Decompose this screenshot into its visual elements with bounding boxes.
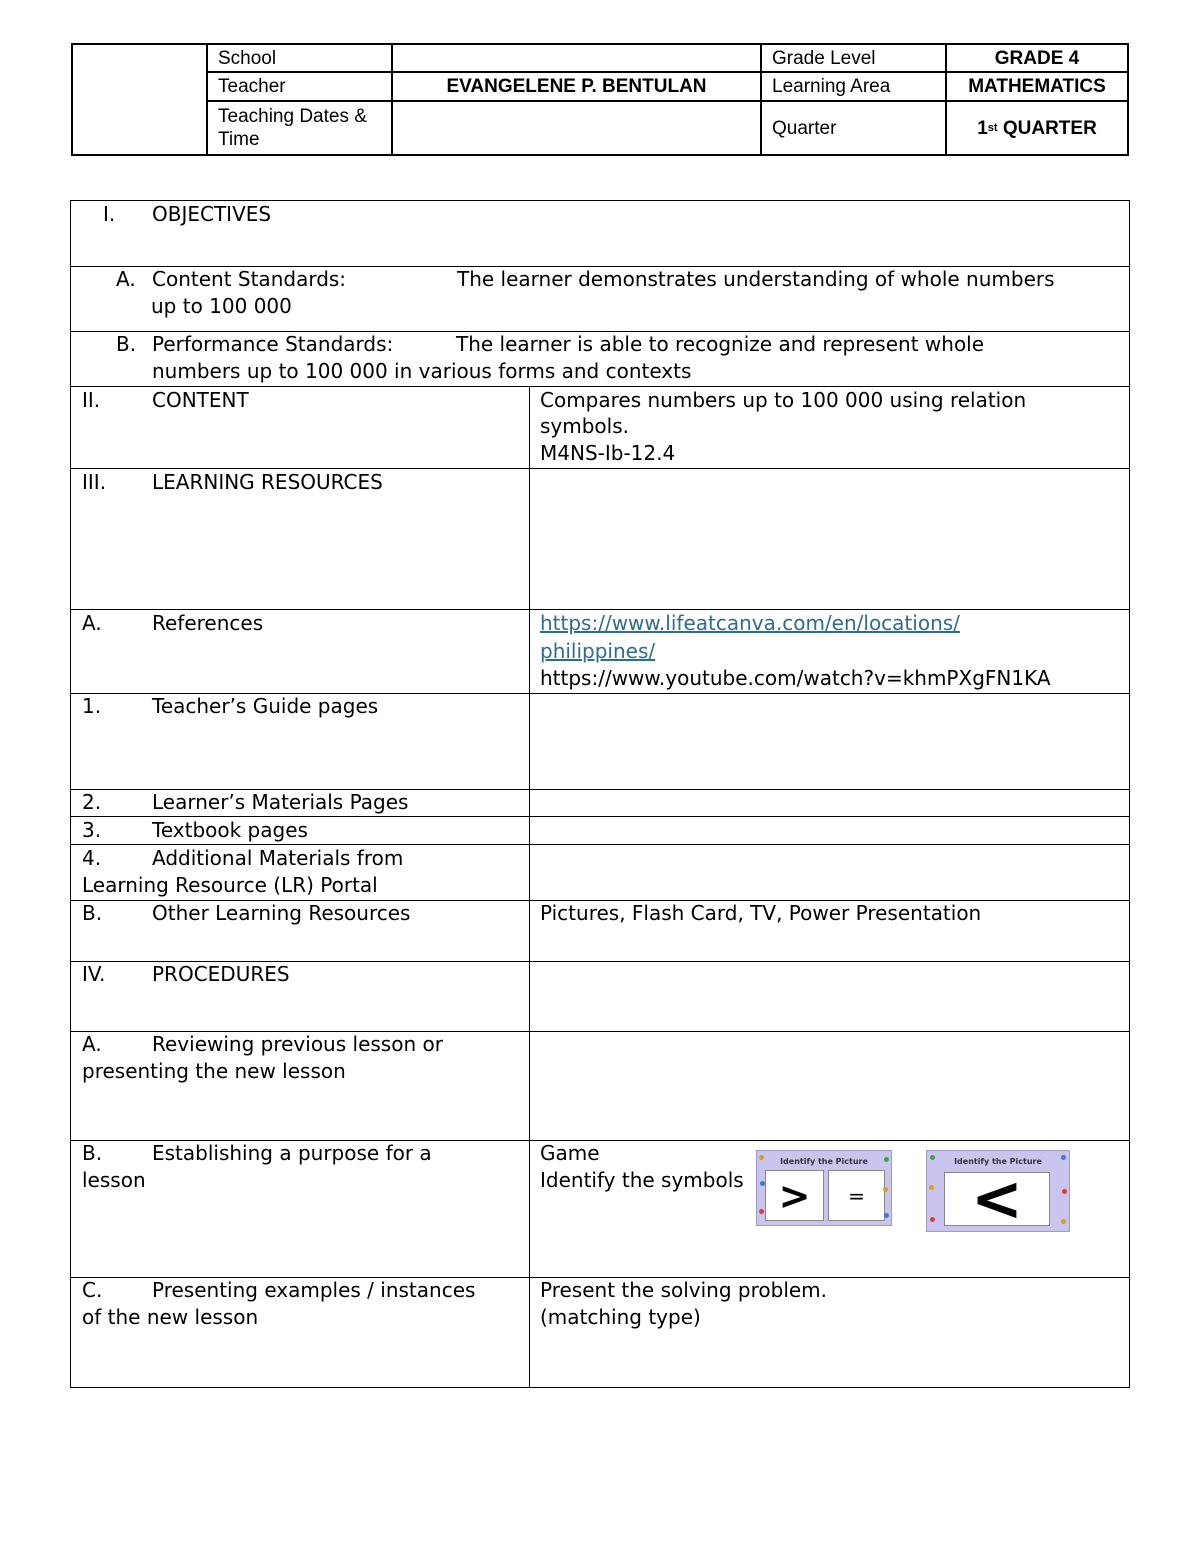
other-resources-number: B. [82,901,103,925]
quarter-text: QUARTER [1002,117,1097,139]
confetti-icon [930,1155,935,1160]
grade-level-value: GRADE 4 [994,48,1080,69]
teaching-dates-value [393,102,760,154]
reference-url-text: https://www.youtube.com/watch?v=khmPXgFN1KA [540,666,1051,690]
performance-standards-text: numbers up to 100 000 in various forms and contexts [152,359,692,383]
game-slide-thumbnail [926,1150,1070,1235]
additional-materials-label: Additional Materials from [152,846,404,870]
procedure-a-label: presenting the new lesson [82,1059,346,1083]
procedure-b-number: B. [82,1141,103,1165]
textbook-label: Textbook pages [152,818,308,842]
quarter-label: Quarter [772,117,837,139]
procedure-c-value: (matching type) [540,1305,701,1329]
performance-standards-label: Performance Standards: [152,332,394,356]
references-label: References [152,611,264,635]
content-standards-text: up to 100 000 [151,294,292,318]
confetti-icon [883,1187,888,1192]
learners-materials-number: 2. [82,790,102,814]
confetti-icon [760,1181,765,1186]
reference-link[interactable]: philippines/ [540,639,656,663]
content-heading: CONTENT [152,388,249,412]
quarter-value: 1 st QUARTER [977,117,1097,139]
confetti-icon [759,1209,764,1214]
school-label: School [218,48,277,69]
textbook-number: 3. [82,818,102,842]
divider [529,386,530,1387]
objectives-heading: OBJECTIVES [152,202,272,226]
confetti-icon [1061,1219,1066,1224]
performance-standards-number: B. [116,332,137,356]
objectives-number: I. [103,202,116,226]
teacher-value: EVANGELENE P. BENTULAN [446,76,707,97]
procedure-c-label: of the new lesson [82,1305,259,1329]
references-number: A. [82,611,102,635]
procedure-c-label: Presenting examples / instances [152,1278,476,1302]
header-table [71,43,1129,156]
content-value: symbols. [540,414,630,438]
content-value: Compares numbers up to 100 000 using relation [540,388,1027,412]
learning-area-label: Learning Area [772,76,891,97]
procedure-b-value: Game [540,1141,600,1165]
learning-area-value: MATHEMATICS [968,76,1106,97]
confetti-icon [884,1213,889,1218]
confetti-icon [884,1157,889,1162]
reference-link[interactable]: https://www.lifeatcanva.com/en/locations/ [540,611,960,635]
procedure-c-number: C. [82,1278,103,1302]
less-than-symbol: < [944,1172,1050,1226]
confetti-icon [1062,1189,1067,1194]
slide-title: Identify the Picture [780,1157,868,1166]
confetti-icon [1061,1155,1066,1160]
procedure-b-label: lesson [82,1168,146,1192]
content-number: II. [82,388,101,412]
content-standards-number: A. [116,267,136,291]
procedure-b-value: Identify the symbols [540,1168,744,1192]
equals-symbol: = [828,1170,885,1221]
quarter-number: 1 [977,117,988,139]
confetti-icon [929,1185,934,1190]
confetti-icon [930,1217,935,1222]
school-value [393,45,760,72]
procedure-a-number: A. [82,1032,102,1056]
procedure-b-label: Establishing a purpose for a [152,1141,432,1165]
additional-materials-number: 4. [82,846,102,870]
confetti-icon [759,1155,764,1160]
procedures-number: IV. [82,962,106,986]
procedures-heading: PROCEDURES [152,962,290,986]
slide-title: Identify the Picture [954,1157,1042,1166]
performance-standards-text: The learner is able to recognize and represent whole [456,332,985,356]
additional-materials-label: Learning Resource (LR) Portal [82,873,378,897]
learners-materials-label: Learner’s Materials Pages [152,790,409,814]
competency-code: M4NS-Ib-12.4 [540,441,676,465]
teachers-guide-number: 1. [82,694,102,718]
other-resources-value: Pictures, Flash Card, TV, Power Presentation [540,901,982,925]
procedure-a-label: Reviewing previous lesson or [152,1032,443,1056]
teachers-guide-label: Teacher’s Guide pages [152,694,379,718]
grade-level-label: Grade Level [772,48,876,69]
other-resources-label: Other Learning Resources [152,901,411,925]
resources-number: III. [82,470,107,494]
resources-heading: LEARNING RESOURCES [152,470,383,494]
greater-than-symbol: > [765,1170,824,1221]
content-standards-label: Content Standards: [152,267,347,291]
teacher-label: Teacher [218,76,286,97]
teaching-dates-label-line: Teaching Dates & [218,106,367,127]
content-standards-text: The learner demonstrates understanding of whole numbers [457,267,1055,291]
game-slide-thumbnail [756,1150,892,1226]
teaching-dates-label-line: Time [218,129,260,150]
procedure-c-value: Present the solving problem. [540,1278,828,1302]
teaching-dates-label [208,102,391,154]
